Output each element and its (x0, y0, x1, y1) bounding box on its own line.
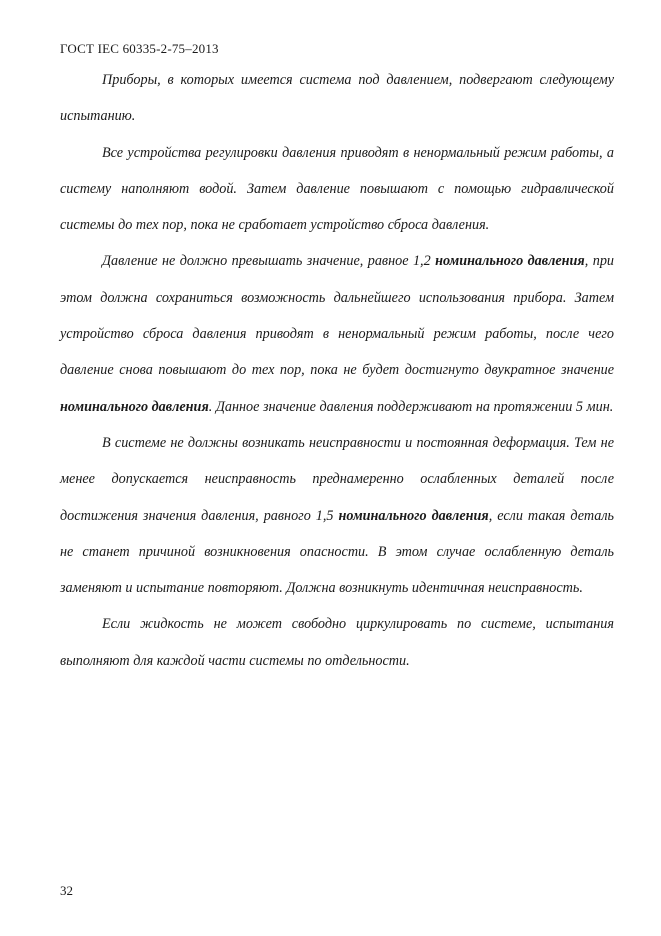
defined-term: номинального давления (60, 398, 209, 415)
paragraph-text: Давление не должно превышать значение, равное 1,2 (102, 253, 436, 270)
paragraph-text: Все устройства регулировки давления приводят в ненормальный режим работы, а систему наполняют водой. Затем давление повышают с помощью гидравлической системы до тех пор, пока не сработает устройство сброса давления. (60, 144, 614, 234)
paragraph-text: . Данное значение давления поддерживают на протяжении 5 мин. (208, 398, 614, 415)
document-header-code: ГОСТ IEC 60335-2-75–2013 (60, 41, 219, 56)
paragraph-failure-conditions (60, 425, 614, 606)
defined-term: номинального давления (338, 507, 489, 524)
document-body (60, 62, 614, 679)
paragraph-text: Приборы, в которых имеется система под давлением, подвергают следующему испытанию. (60, 72, 614, 125)
paragraph-pressure-test-intro (60, 62, 614, 135)
page-number: 32 (60, 883, 73, 898)
defined-term: номинального давления (435, 253, 585, 270)
paragraph-text: Если жидкость не может свободно циркулировать по системе, испытания выполняют для каждой части системы по отдельности. (60, 616, 614, 669)
paragraph-separate-testing (60, 606, 614, 679)
paragraph-text: В системе не должны возникать неисправности и постоянная деформация. Тем не менее допускается неисправность преднамеренно ослабленных деталей после достижения значения давления, равного 1,5 (60, 434, 614, 524)
paragraph-pressure-limit (60, 243, 614, 424)
paragraph-pressure-regulators (60, 135, 614, 244)
paragraph-text: , если такая деталь не станет причиной возникновения опасности. В этом случае ослабленную деталь заменяют и испытание повторяют. Должна возникнуть идентичная неисправность. (60, 507, 614, 597)
paragraph-text: , при этом должна сохраниться возможность дальнейшего использования прибора. Затем устройство сброса давления приводят в ненормальный режим работы, после чего давление снова повышают до тех пор, пока не будет достигнуто двукратное значение (60, 253, 615, 379)
